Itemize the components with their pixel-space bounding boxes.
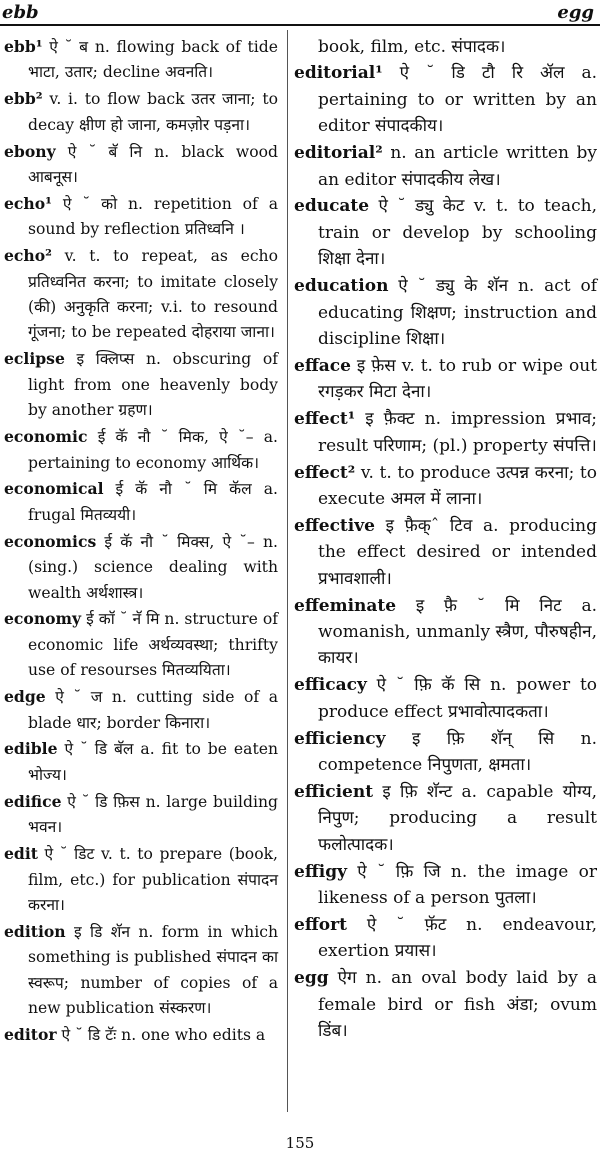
left-column: [4, 34, 278, 1049]
dictionary-entry: [294, 672, 597, 725]
dictionary-entry: [4, 346, 278, 423]
entry-headword: edge: [4, 687, 46, 707]
entry-definition: ऐ ˘ फ़ि जि n. the image or likeness of a person पुतला।: [318, 861, 597, 908]
dictionary-entry: [294, 406, 597, 459]
entry-definition: इ फ़ैक्ˆ टिव a. producing the effect desired or intended प्रभावशाली।: [318, 515, 598, 589]
dictionary-entry: [4, 243, 278, 346]
running-head-left: ebb: [2, 2, 39, 23]
dictionary-entry: [4, 919, 278, 1022]
entry-definition: इ फ़ै ˘ मि निट a. womanish, unmanly स्त्रैण, पौरुषहीन, कायर।: [318, 595, 597, 669]
column-divider: [287, 30, 288, 1112]
entry-definition: इ फ़ेस v. t. to rub or wipe out रगड़कर मिटा देना।: [318, 355, 598, 403]
dictionary-entry: [4, 476, 278, 528]
entry-headword: educate: [294, 196, 370, 217]
dictionary-entry: [294, 912, 597, 965]
entry-definition: ऐ ˘ ड्यु के शॅन n. act of educating शिक्षण; instruction and discipline शिक्षा।: [318, 276, 597, 349]
dictionary-entry: [294, 273, 597, 352]
entry-headword: economics: [4, 531, 97, 551]
entry-definition: ऐ ˘ को n. repetition of a sound by reflection प्रतिध्वनि ।: [28, 194, 278, 239]
entry-definition: ऐ ˘ डि फ़िस n. large building भवन।: [28, 792, 278, 837]
entry-headword: efficacy: [294, 675, 367, 696]
dictionary-entry: [4, 789, 278, 841]
entry-headword: effect²: [294, 462, 356, 483]
entry-definition: n. an article written by an editor संपादकीय लेख।: [318, 143, 598, 190]
entry-headword: economic: [4, 427, 88, 447]
dictionary-entry: [294, 513, 597, 592]
entry-definition: ऐ ˘ ब n. flowing back of tide भाटा, उतार; decline अवनति।: [28, 38, 278, 82]
entry-definition: ऐ ˘ फ़ॅट n. endeavour, exertion प्रयास।: [318, 914, 597, 962]
dictionary-entry: [294, 859, 597, 912]
dictionary-entry: [294, 779, 597, 858]
entry-headword: effeminate: [294, 595, 397, 616]
entry-definition: ऐ ˘ ज n. cutting side of a blade धार; border किनारा।: [28, 688, 278, 732]
entry-headword: efficient: [294, 781, 374, 802]
entry-headword: effect¹: [294, 409, 356, 430]
dictionary-entry: [4, 191, 278, 243]
dictionary-entry: [294, 965, 597, 1044]
page-number: 155: [285, 1134, 315, 1152]
entry-headword: ebb²: [4, 89, 43, 109]
running-head-right: egg: [557, 2, 594, 23]
dictionary-entry: [4, 34, 278, 86]
dictionary-entry: [294, 140, 597, 193]
entry-definition: इ डि शॅन n. form in which something is published संपादन का स्वरूप; number of copies of a new publication संस्करण।: [28, 922, 278, 1018]
entry-headword: editorial¹: [294, 63, 383, 84]
entry-headword: edible: [4, 739, 58, 759]
entry-headword: eclipse: [4, 349, 65, 369]
entry-headword: efficiency: [294, 728, 386, 749]
entry-headword: efface: [294, 355, 351, 376]
entry-definition: इ फ़ि शॅन् सि n. competence निपुणता, क्षमता।: [318, 728, 598, 775]
dictionary-entry: [4, 86, 278, 138]
entry-headword: economical: [4, 479, 104, 499]
entry-definition: ऐ ˘ बॅ नि n. black wood आबनूस।: [28, 142, 278, 187]
header-rule: [0, 24, 600, 26]
entry-definition: ऐ ˘ डि टॅः n. one who edits a: [61, 1025, 266, 1044]
entry-definition: ऐग n. an oval body laid by a female bird or fish अंडा; ovum डिंब।: [318, 968, 597, 1042]
dictionary-entry: [4, 424, 278, 476]
entry-definition: ई कॅ नौ ˘ मिक, ऐ ˘– a. pertaining to economy आर्थिक।: [28, 428, 278, 472]
continuation-text: book, film, etc. संपादक।: [318, 37, 506, 57]
entry-headword: echo²: [4, 246, 52, 266]
right-column: [294, 34, 597, 1045]
entry-headword: ebb¹: [4, 37, 43, 56]
right-entries: [294, 60, 597, 1044]
dictionary-entry: [4, 1022, 278, 1048]
entry-definition: ऐ ˘ डि बॅल a. fit to be eaten भोज्य।: [28, 740, 278, 784]
entry-definition: इ फ़ैक्ट n. impression प्रभाव; result परिणाम; (pl.) property संपत्ति।: [318, 409, 597, 456]
entry-headword: effective: [294, 515, 375, 536]
entry-definition: ई कॉ ˘ नॅ मि n. structure of economic life अर्थव्यवस्था; thrifty use of resourses मितव्ययिता।: [28, 610, 278, 680]
entry-definition: ऐ ˘ डि टौ रि ॲल a. pertaining to or written by an editor संपादकीय।: [318, 63, 598, 137]
dictionary-entry: [294, 60, 597, 139]
entry-headword: effort: [294, 914, 347, 935]
dictionary-entry: [294, 460, 597, 513]
entry-headword: edifice: [4, 791, 62, 811]
entry-headword: education: [294, 276, 389, 297]
dictionary-entry: [294, 193, 597, 272]
entry-definition: इ फ़ि शॅन्ट a. capable योग्य, निपुण; producing a result फलोत्पादक।: [318, 781, 598, 855]
entry-headword: echo¹: [4, 193, 52, 213]
dictionary-entry: [4, 736, 278, 788]
dictionary-entry: [294, 353, 597, 406]
entry-definition: ई कॅ नौ ˘ मिक्स, ऐ ˘– n. (sing.) science dealing with wealth अर्थशास्त्र।: [28, 532, 278, 602]
entry-headword: economy: [4, 609, 82, 629]
dictionary-entry: [4, 606, 278, 683]
entry-definition: v. t. to produce उत्पन्न करना; to execute अमल में लाना।: [318, 462, 597, 509]
dictionary-entry: [4, 684, 278, 736]
entry-definition: ई कॅ नौ ˘ मि कॅल a. frugal मितव्ययी।: [28, 480, 278, 524]
dictionary-entry: [4, 139, 278, 191]
entry-headword: edit: [4, 844, 38, 864]
entry-definition: ऐ ˘ फ़ि कॅ सि n. power to produce effect प्रभावोत्पादकता।: [318, 675, 598, 722]
dictionary-entry: [4, 529, 278, 606]
entry-headword: egg: [294, 968, 329, 989]
entry-definition: ऐ ˘ ड्यु केट v. t. to teach, train or develop by schooling शिक्षा देना।: [318, 196, 597, 270]
dictionary-entry: [4, 841, 278, 918]
entry-headword: editorial²: [294, 143, 383, 164]
entry-headword: editor: [4, 1024, 57, 1044]
entry-headword: effigy: [294, 861, 347, 882]
entry-definition: ऐ ˘ डिट v. t. to prepare (book, film, etc.) for publication संपादन करना।: [28, 845, 278, 914]
entry-headword: edition: [4, 921, 66, 941]
dictionary-entry: [294, 726, 597, 779]
entry-definition: v. i. to flow back उतर जाना; to decay क्षीण हो जाना, कमज़ोर पड़ना।: [28, 90, 278, 134]
dictionary-entry: [294, 593, 597, 672]
entry-headword: ebony: [4, 141, 56, 161]
entry-definition: v. t. to repeat, as echo प्रतिध्वनित करना; to imitate closely (की) अनुकृति करना; v.i. to resound गूंजना; to be repeated दोहराया जाना।: [28, 247, 278, 342]
entry-definition: इ क्लिप्स n. obscuring of light from one heavenly body by another ग्रहण।: [28, 350, 278, 420]
